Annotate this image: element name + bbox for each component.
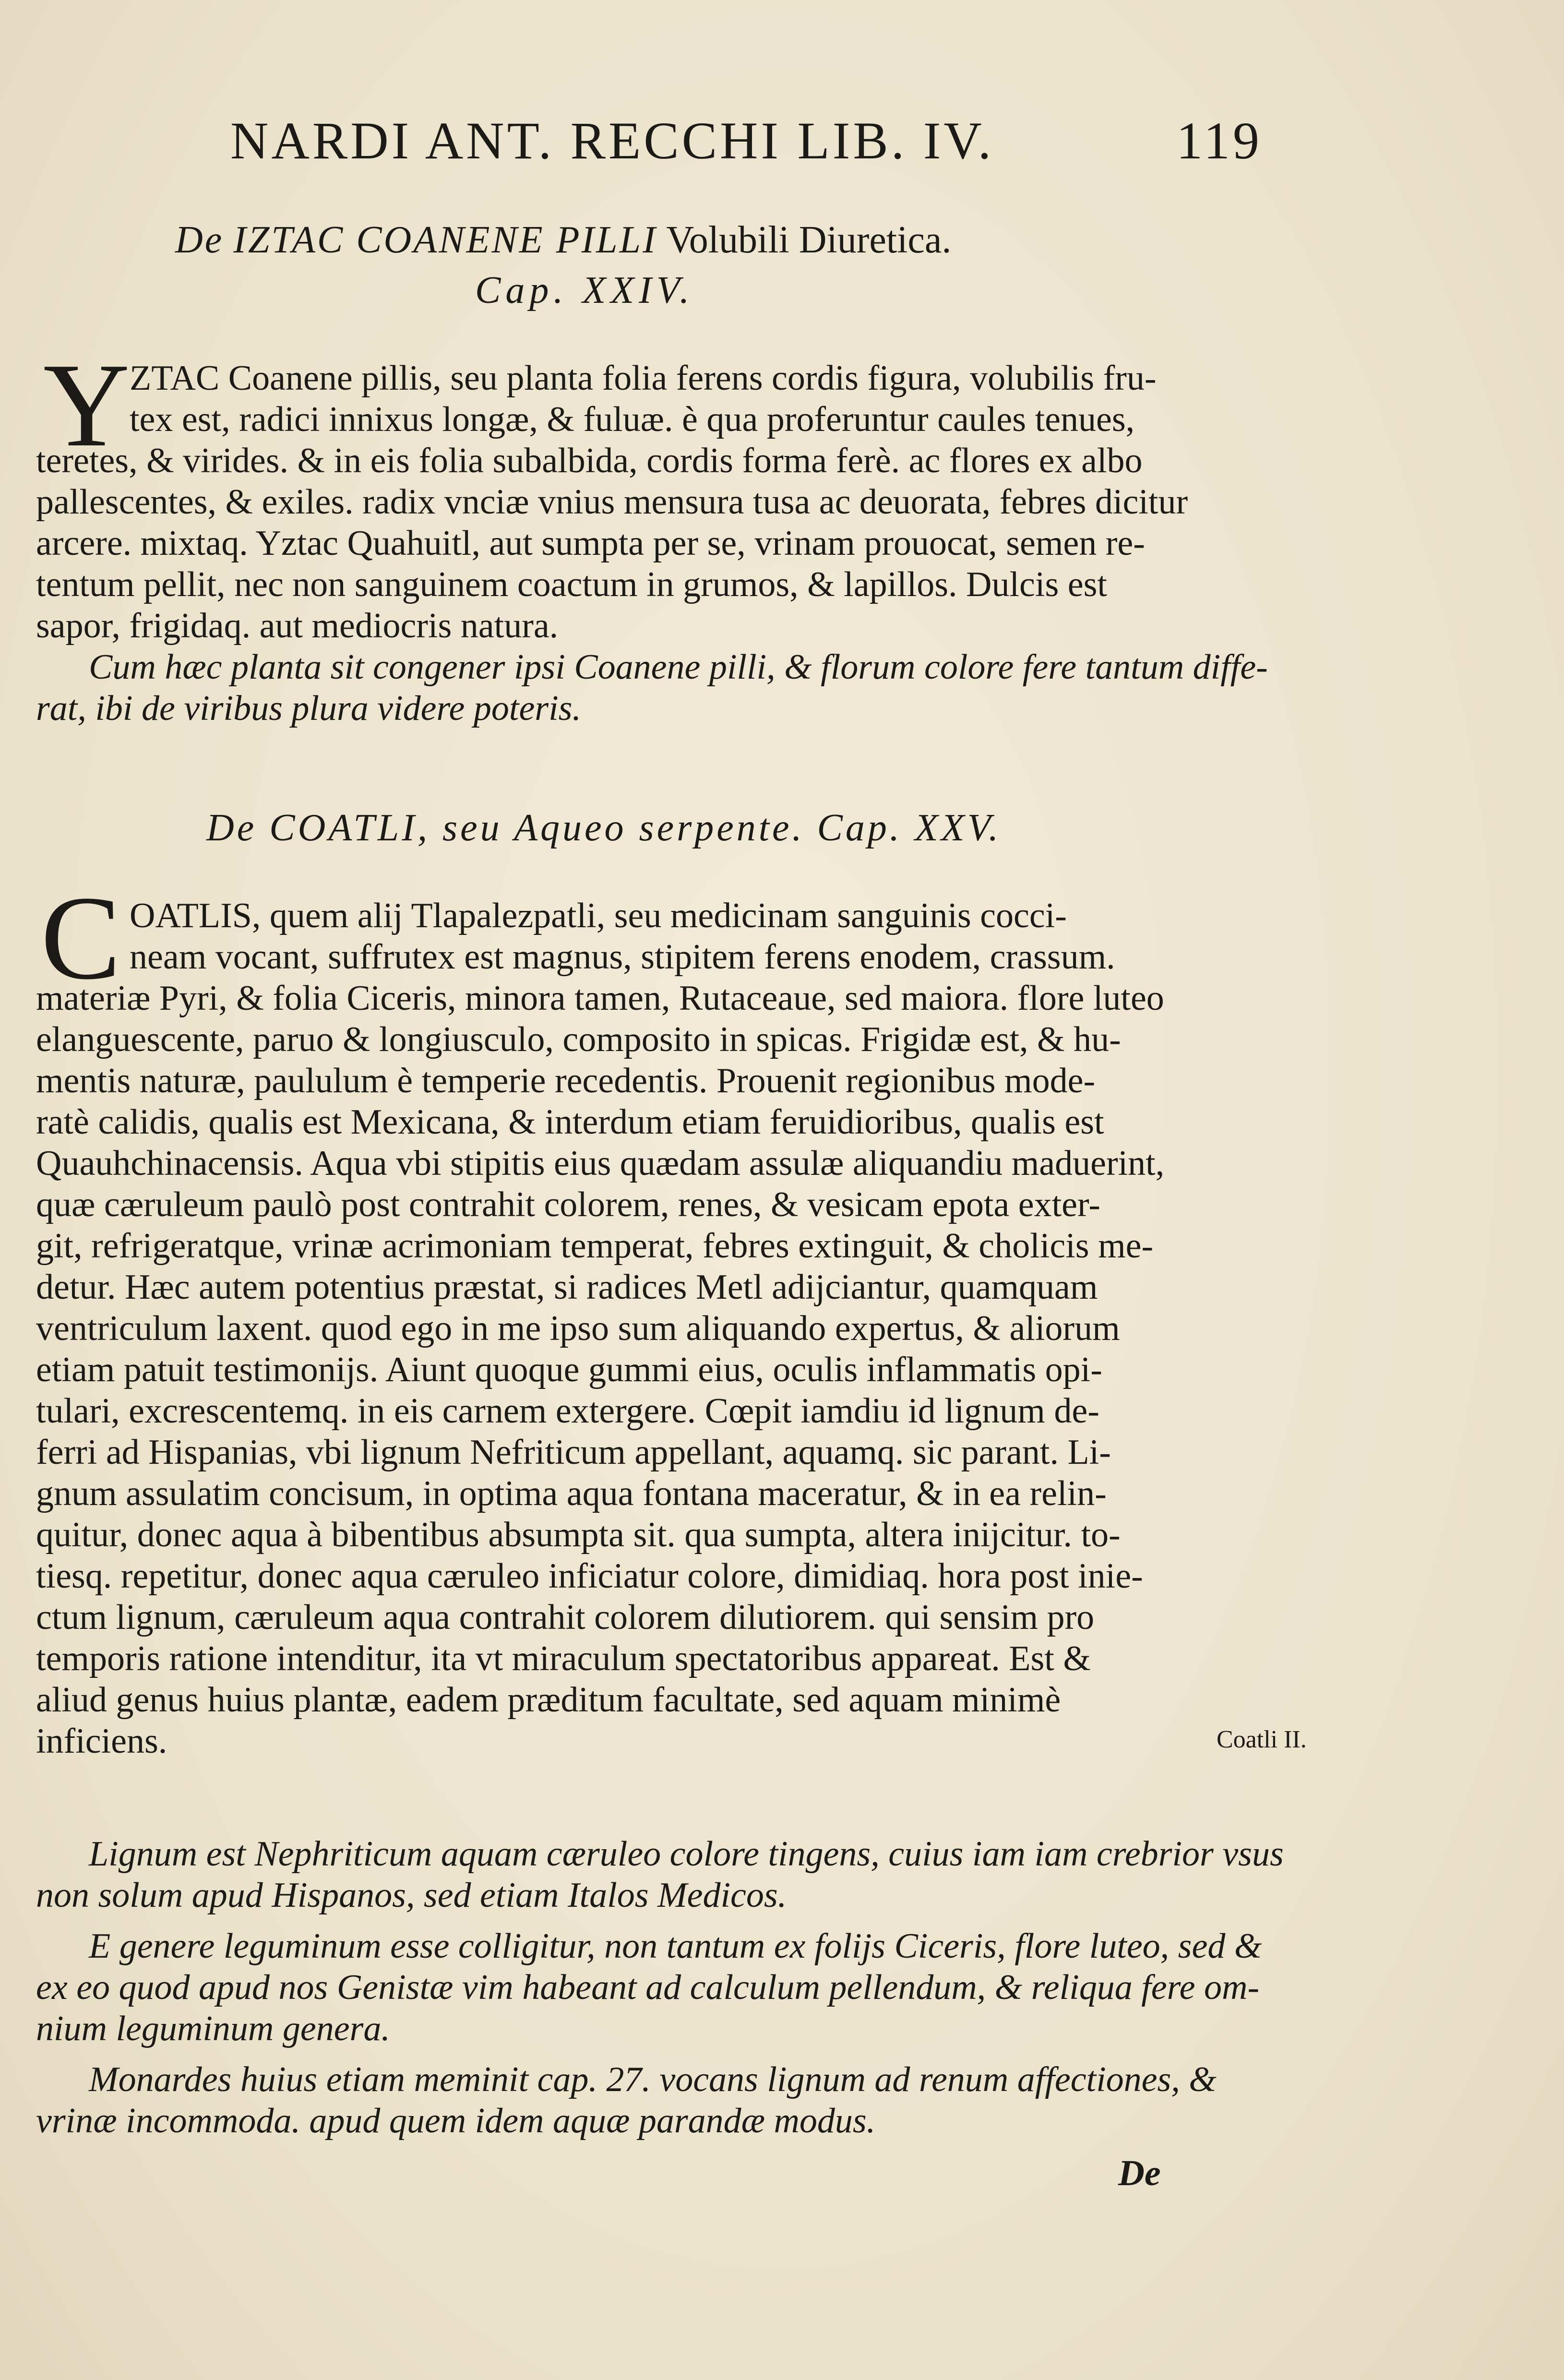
- note-line: Cum hæc planta sit congener ipsi Coanene pilli, & florum colore fere tantum diffe-: [89, 647, 1268, 687]
- note-line: rat, ibi de viribus plura videre poteris.: [36, 689, 581, 728]
- note-line: Lignum est Nephriticum aquam cæruleo colore tingens, cuius iam iam crebrior vsus: [89, 1834, 1284, 1874]
- body-line: neam vocant, suffrutex est magnus, stipitem ferens enodem, crassum.: [130, 937, 1115, 977]
- body-line: ferri ad Hispanias, vbi lignum Nefriticum appellant, aquamq. sic parant. Li-: [36, 1433, 1111, 1472]
- chapter-24-body: [36, 358, 1268, 729]
- body-line: tiesq. repetitur, donec aqua cæruleo inficiatur colore, dimidiaq. hora post inie-: [36, 1556, 1143, 1596]
- title-name: IZTAC COANENE PILLI: [233, 219, 657, 261]
- body-line: ventriculum laxent. quod ego in me ipso sum aliquando expertus, & aliorum: [36, 1309, 1120, 1348]
- margin-note: Coatli II.: [1217, 1726, 1307, 1753]
- body-line: OATLIS, quem alij Tlapalezpatli, seu medicinam sanguinis cocci-: [130, 896, 1067, 935]
- body-line: aliud genus huius plantæ, eadem præditum facultate, sed aquam minimè: [36, 1680, 1061, 1720]
- note-line: Monardes huius etiam meminit cap. 27. vocans lignum ad renum affectiones, &: [89, 2060, 1217, 2099]
- body-line: quitur, donec aqua à bibentibus absumpta sit. qua sumpta, altera inijcitur. to-: [36, 1515, 1121, 1555]
- body-line: tentum pellit, nec non sanguinem coactum in grumos, & lapillos. Dulcis est: [36, 565, 1107, 604]
- note-line: nium leguminum genera.: [36, 2009, 390, 2048]
- chapter-24-title: [175, 218, 951, 262]
- body-line: ctum lignum, cæruleum aqua contrahit colorem dilutiorem. qui sensim pro: [36, 1598, 1095, 1637]
- body-line: elanguescente, paruo & longiusculo, composito in spicas. Frigidæ est, & hu-: [36, 1020, 1121, 1059]
- note-line: non solum apud Hispanos, sed etiam Italos Medicos.: [36, 1876, 787, 1915]
- body-line: tex est, radici innixus longæ, & fuluæ. è qua proferuntur caules tenues,: [130, 400, 1135, 439]
- catchword: De: [1118, 2153, 1161, 2193]
- body-line: ZTAC Coanene pillis, seu planta folia ferens cordis figura, volubilis fru-: [130, 359, 1157, 398]
- note-line: ex eo quod apud nos Genistæ vim habeant ad calculum pellendum, & reliqua fere om-: [36, 1968, 1260, 2007]
- body-line: materiæ Pyri, & folia Ciceris, minora tamen, Rutaceaue, sed maiora. flore luteo: [36, 979, 1164, 1018]
- body-line: quæ cæruleum paulò post contrahit colorem, renes, & vesicam epota exter-: [36, 1185, 1100, 1224]
- body-line: teretes, & virides. & in eis folia subalbida, cordis forma ferè. ac flores ex albo: [36, 441, 1143, 480]
- body-line: inficiens.: [36, 1722, 167, 1761]
- running-head-title: NARDI ANT. RECCHI LIB. IV.: [230, 111, 994, 170]
- body-line: temporis ratione intenditur, ita vt miraculum spectatoribus appareat. Est &: [36, 1639, 1091, 1678]
- body-line: sapor, frigidaq. aut mediocris natura.: [36, 606, 559, 646]
- chapter-25-title: De COATLI, seu Aqueo serpente. Cap. XXV.: [206, 807, 1002, 849]
- body-line: arcere. mixtaq. Yztac Quahuitl, aut sumpta per se, vrinam prouocat, semen re-: [36, 524, 1145, 563]
- chapter-25-body: [36, 895, 1221, 1762]
- body-line: ratè calidis, qualis est Mexicana, & interdum etiam feruidioribus, qualis est: [36, 1102, 1104, 1142]
- chapter-24-cap: Cap. XXIV.: [475, 269, 694, 311]
- chapter-25-notes: [36, 1833, 1284, 2141]
- drop-cap-c: C: [41, 872, 121, 1005]
- drop-cap-y: Y: [43, 339, 130, 472]
- note-line: E genere leguminum esse colligitur, non tantum ex folijs Ciceris, flore luteo, sed &: [89, 1926, 1262, 1966]
- body-line: git, refrigeratque, vrinæ acrimoniam temperat, febres extinguit, & cholicis me-: [36, 1226, 1154, 1266]
- body-line: tulari, excrescentemq. in eis carnem extergere. Cœpit iamdiu id lignum de-: [36, 1391, 1099, 1431]
- body-line: pallescentes, & exiles. radix vnciæ vnius mensura tusa ac deuorata, febres dicitur: [36, 482, 1188, 522]
- running-head: [230, 110, 1262, 171]
- page-number: 119: [1176, 111, 1262, 170]
- note-line: vrinæ incommoda. apud quem idem aquæ parandæ modus.: [36, 2101, 876, 2141]
- body-line: gnum assulatim concisum, in optima aqua fontana maceratur, & in ea relin-: [36, 1474, 1107, 1513]
- title-rest: Volubili Diuretica.: [666, 219, 952, 261]
- body-line: etiam patuit testimonijs. Aiunt quoque gummi eius, oculis inflammatis opi-: [36, 1350, 1102, 1389]
- body-line: mentis naturæ, paululum è temperie recedentis. Prouenit regionibus mode-: [36, 1061, 1096, 1100]
- body-line: Quauhchinacensis. Aqua vbi stipitis eius quædam assulæ aliquandiu maduerint,: [36, 1144, 1165, 1183]
- body-line: detur. Hæc autem potentius præstat, si radices Metl adijciantur, quamquam: [36, 1268, 1098, 1307]
- title-prefix: De: [175, 219, 224, 261]
